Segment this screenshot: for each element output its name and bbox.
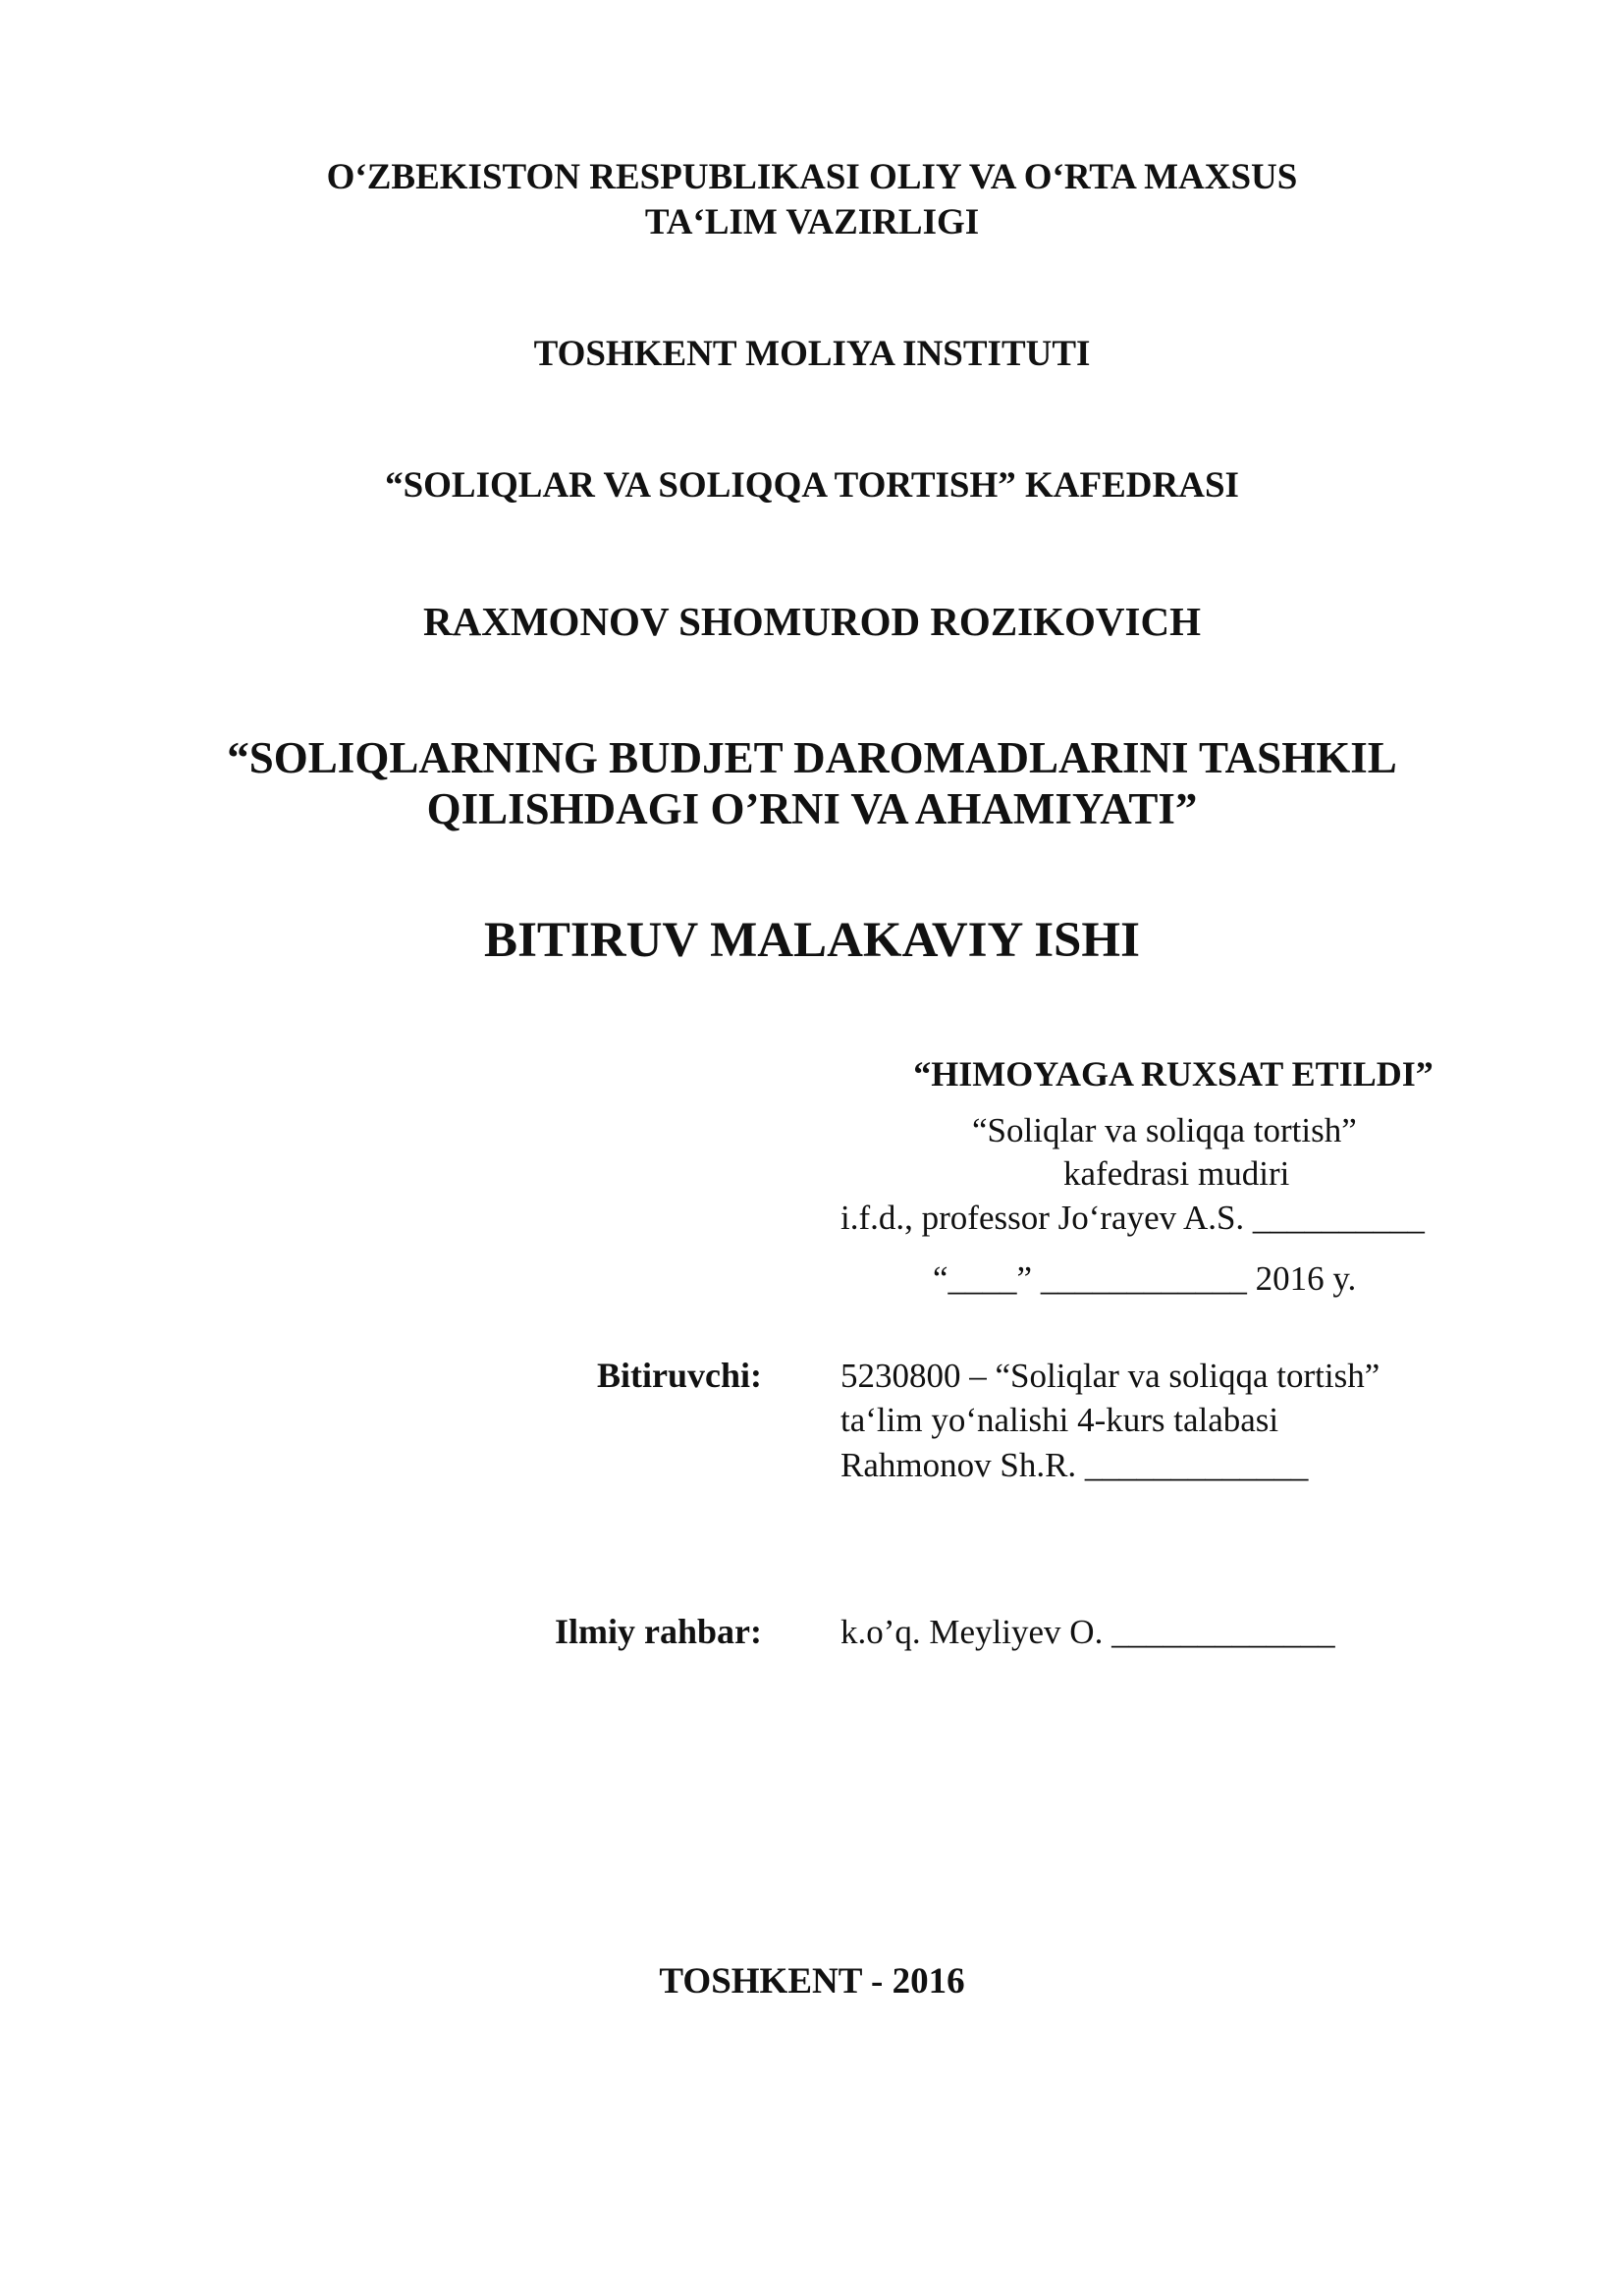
graduate-line-2: ta‘lim yo‘nalishi 4-kurs talabasi	[840, 1401, 1279, 1439]
institute-name	[0, 332, 1624, 377]
supervisor-value: k.o’q. Meyliyev O. _____________	[840, 1613, 1335, 1651]
approval-heading: “HIMOYAGA RUXSAT ETILDI”	[913, 1054, 1434, 1094]
ministry-line-2: TA‘LIM VAZIRLIGI	[644, 202, 980, 242]
graduate-line-3: Rahmonov Sh.R. _____________	[840, 1446, 1309, 1484]
work-type	[0, 911, 1624, 970]
approval-line-1: “Soliqlar va soliqqa tortish”	[972, 1111, 1357, 1149]
author-name	[0, 597, 1624, 646]
ministry-line-1: O‘ZBEKISTON RESPUBLIKASI OLIY VA O‘RTA MAXSUS	[326, 157, 1298, 197]
approval-line-4: “____” ____________ 2016 y.	[933, 1259, 1357, 1298]
thesis-topic	[0, 732, 1624, 834]
topic-line-2: QILISHDAGI O’RNI VA AHAMIYATI”	[426, 784, 1198, 833]
graduate-line-1: 5230800 – “Soliqlar va soliqqa tortish”	[840, 1357, 1380, 1395]
author-line: RAXMONOV SHOMUROD ROZIKOVICH	[423, 599, 1201, 644]
work-type-line: BITIRUV MALAKAVIY ISHI	[484, 913, 1140, 968]
department-name	[0, 463, 1624, 508]
approval-line-3: i.f.d., professor Jo‘rayev A.S. __________	[840, 1199, 1425, 1237]
institute-line: TOSHKENT MOLIYA INSTITUTI	[533, 334, 1091, 374]
footer-city-year: TOSHKENT - 2016	[659, 1961, 965, 2002]
ministry-heading	[0, 155, 1624, 245]
topic-line-1: “SOLIQLARNING BUDJET DAROMADLARINI TASHKIL	[227, 733, 1397, 782]
graduate-label: Bitiruvchi:	[597, 1356, 762, 1395]
approval-line-2: kafedrasi mudiri	[1063, 1154, 1290, 1193]
department-line: “SOLIQLAR VA SOLIQQA TORTISH” KAFEDRASI	[385, 465, 1239, 506]
supervisor-label: Ilmiy rahbar:	[555, 1612, 762, 1651]
